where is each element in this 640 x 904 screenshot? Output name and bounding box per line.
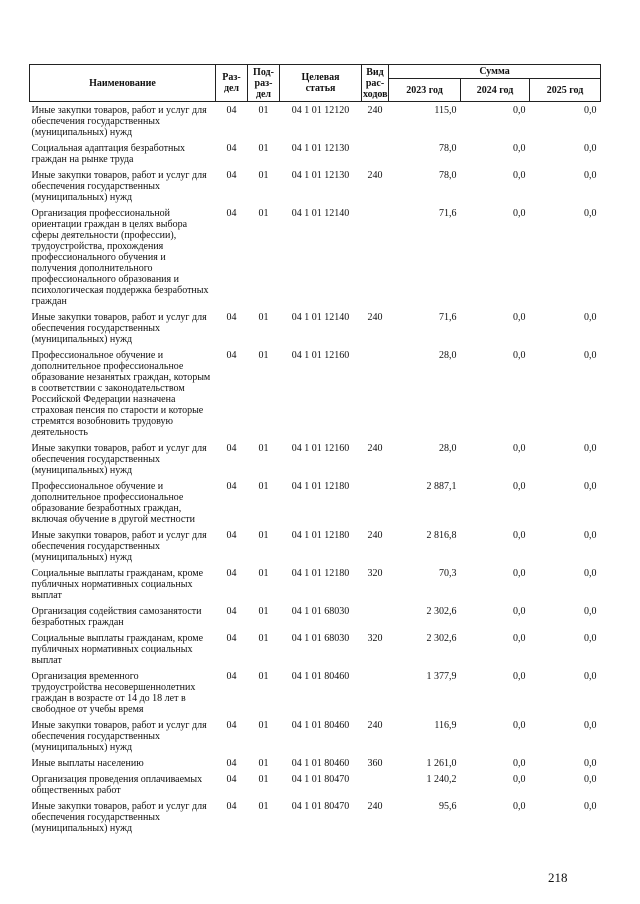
table-row	[30, 440, 601, 478]
budget-table	[29, 64, 601, 836]
cell-2024: 0,0	[513, 350, 526, 361]
cell-2025: 0,0	[584, 105, 597, 116]
header-razdel: Раз- дел	[216, 65, 248, 102]
cell-vid: 320	[367, 633, 383, 644]
table-row	[30, 630, 601, 668]
cell-vid: 240	[367, 312, 383, 323]
table-row	[30, 717, 601, 755]
cell-2024: 0,0	[513, 143, 526, 154]
cell-razdel: 04	[226, 720, 237, 731]
table-row	[30, 102, 601, 141]
cell-target: 04 1 01 12120	[291, 105, 350, 116]
cell-2024: 0,0	[513, 671, 526, 682]
cell-razdel: 04	[226, 568, 237, 579]
cell-target: 04 1 01 80460	[291, 758, 350, 769]
cell-vid: 240	[367, 801, 383, 812]
cell-target: 04 1 01 80470	[291, 801, 350, 812]
cell-2024: 0,0	[513, 801, 526, 812]
cell-2024: 0,0	[513, 568, 526, 579]
cell-2023: 1 240,2	[426, 774, 457, 785]
cell-2023: 1 261,0	[426, 758, 457, 769]
cell-target: 04 1 01 12160	[291, 350, 350, 361]
cell-2025: 0,0	[584, 633, 597, 644]
cell-target: 04 1 01 12180	[291, 530, 350, 541]
cell-2023: 1 377,9	[426, 671, 457, 682]
table-row	[30, 347, 601, 440]
cell-name: Профессиональное обучение и дополнительное профессиональное образование безработных граждан, включая обучение в другой местности	[31, 481, 196, 525]
cell-razdel: 04	[226, 143, 237, 154]
header-2024: 2024 год	[461, 79, 530, 102]
cell-2024: 0,0	[513, 530, 526, 541]
cell-name: Иные закупки товаров, работ и услуг для обеспечения государственных (муниципальных) нужд	[31, 443, 207, 476]
cell-2024: 0,0	[513, 481, 526, 492]
cell-2024: 0,0	[513, 633, 526, 644]
cell-vid: 240	[367, 530, 383, 541]
table-row	[30, 755, 601, 771]
cell-target: 04 1 01 80460	[291, 671, 350, 682]
cell-2023: 71,6	[439, 312, 457, 323]
cell-name: Организация содействия самозанятости безработных граждан	[31, 606, 202, 628]
cell-podrazdel: 01	[258, 208, 269, 219]
cell-razdel: 04	[226, 606, 237, 617]
cell-target: 04 1 01 12140	[291, 208, 350, 219]
cell-2024: 0,0	[513, 606, 526, 617]
cell-2024: 0,0	[513, 170, 526, 181]
cell-target: 04 1 01 68030	[291, 606, 350, 617]
cell-razdel: 04	[226, 312, 237, 323]
table-header	[30, 65, 601, 102]
cell-2023: 70,3	[439, 568, 457, 579]
cell-podrazdel: 01	[258, 801, 269, 812]
cell-podrazdel: 01	[258, 481, 269, 492]
cell-name: Иные выплаты населению	[31, 758, 144, 769]
cell-name: Организация проведения оплачиваемых общественных работ	[31, 774, 203, 796]
table-row	[30, 140, 601, 167]
cell-vid: 240	[367, 170, 383, 181]
cell-name: Социальные выплаты гражданам, кроме публичных нормативных социальных выплат	[31, 633, 204, 666]
cell-target: 04 1 01 12140	[291, 312, 350, 323]
cell-name: Организация профессиональной ориентации граждан в целях выбора сферы деятельности (профессии), трудоустройства, прохождения профессионального обучения и получения дополнительного профессионального образования и психологическая поддержка безработных граждан	[31, 208, 209, 307]
cell-podrazdel: 01	[258, 170, 269, 181]
cell-2023: 28,0	[439, 350, 457, 361]
cell-podrazdel: 01	[258, 443, 269, 454]
cell-razdel: 04	[226, 671, 237, 682]
cell-vid	[362, 347, 389, 440]
table-row	[30, 167, 601, 205]
cell-2025: 0,0	[584, 443, 597, 454]
cell-podrazdel: 01	[258, 633, 269, 644]
cell-target: 04 1 01 68030	[291, 633, 350, 644]
cell-podrazdel: 01	[258, 143, 269, 154]
cell-razdel: 04	[226, 633, 237, 644]
cell-razdel: 04	[226, 105, 237, 116]
cell-2025: 0,0	[584, 143, 597, 154]
page-number: 218	[548, 870, 568, 885]
cell-razdel: 04	[226, 443, 237, 454]
cell-target: 04 1 01 12130	[291, 170, 350, 181]
cell-vid: 360	[367, 758, 383, 769]
cell-2023: 2 302,6	[426, 633, 457, 644]
cell-name: Иные закупки товаров, работ и услуг для обеспечения государственных (муниципальных) нужд	[31, 801, 207, 834]
cell-2024: 0,0	[513, 774, 526, 785]
cell-2025: 0,0	[584, 350, 597, 361]
cell-vid	[362, 140, 389, 167]
cell-2025: 0,0	[584, 801, 597, 812]
cell-name: Социальные выплаты гражданам, кроме публичных нормативных социальных выплат	[31, 568, 204, 601]
cell-vid	[362, 668, 389, 717]
table-row	[30, 603, 601, 630]
cell-2023: 78,0	[439, 170, 457, 181]
cell-name: Организация временного трудоустройства несовершеннолетних граждан в возрасте от 14 до 18 лет в свободное от учебы время	[31, 671, 196, 715]
cell-2025: 0,0	[584, 312, 597, 323]
cell-podrazdel: 01	[258, 350, 269, 361]
cell-2025: 0,0	[584, 606, 597, 617]
cell-2024: 0,0	[513, 720, 526, 731]
cell-podrazdel: 01	[258, 774, 269, 785]
cell-vid	[362, 771, 389, 798]
cell-2023: 115,0	[434, 105, 457, 116]
cell-name: Иные закупки товаров, работ и услуг для обеспечения государственных (муниципальных) нужд	[31, 720, 207, 753]
cell-name: Иные закупки товаров, работ и услуг для обеспечения государственных (муниципальных) нужд	[31, 530, 207, 563]
cell-2025: 0,0	[584, 671, 597, 682]
cell-vid: 240	[367, 720, 383, 731]
table-row	[30, 565, 601, 603]
cell-2025: 0,0	[584, 481, 597, 492]
cell-podrazdel: 01	[258, 105, 269, 116]
cell-2024: 0,0	[513, 758, 526, 769]
cell-vid	[362, 478, 389, 527]
header-sum: Сумма	[389, 65, 601, 79]
header-target: Целевая статья	[280, 65, 362, 102]
header-podrazdel: Под- раз- дел	[248, 65, 280, 102]
cell-name: Профессиональное обучение и дополнительное профессиональное образование незанятых граждан, которым в соответствии с законодательством Российской Федерации назначена страховая пенсия по старости и которые стремятся возобновить трудовую деятельность	[31, 350, 211, 438]
cell-razdel: 04	[226, 774, 237, 785]
cell-razdel: 04	[226, 530, 237, 541]
cell-podrazdel: 01	[258, 671, 269, 682]
cell-2025: 0,0	[584, 208, 597, 219]
cell-2024: 0,0	[513, 105, 526, 116]
header-name: Наименование	[30, 65, 216, 102]
cell-vid: 240	[367, 105, 383, 116]
cell-podrazdel: 01	[258, 312, 269, 323]
header-2023: 2023 год	[389, 79, 461, 102]
table-row	[30, 527, 601, 565]
table-row	[30, 668, 601, 717]
table-row	[30, 309, 601, 347]
cell-2025: 0,0	[584, 774, 597, 785]
cell-target: 04 1 01 12130	[291, 143, 350, 154]
cell-vid	[362, 603, 389, 630]
cell-2023: 2 302,6	[426, 606, 457, 617]
cell-podrazdel: 01	[258, 568, 269, 579]
table-body	[30, 102, 601, 837]
cell-2023: 2 887,1	[426, 481, 457, 492]
cell-podrazdel: 01	[258, 720, 269, 731]
table-row	[30, 771, 601, 798]
cell-podrazdel: 01	[258, 758, 269, 769]
cell-razdel: 04	[226, 208, 237, 219]
cell-razdel: 04	[226, 170, 237, 181]
cell-2023: 28,0	[439, 443, 457, 454]
header-2025: 2025 год	[530, 79, 601, 102]
cell-name: Иные закупки товаров, работ и услуг для обеспечения государственных (муниципальных) нужд	[31, 105, 207, 138]
cell-razdel: 04	[226, 758, 237, 769]
cell-target: 04 1 01 12160	[291, 443, 350, 454]
cell-podrazdel: 01	[258, 606, 269, 617]
table-row	[30, 798, 601, 836]
cell-target: 04 1 01 12180	[291, 481, 350, 492]
cell-razdel: 04	[226, 801, 237, 812]
table-row	[30, 478, 601, 527]
cell-target: 04 1 01 12180	[291, 568, 350, 579]
cell-name: Иные закупки товаров, работ и услуг для обеспечения государственных (муниципальных) нужд	[31, 312, 207, 345]
cell-2025: 0,0	[584, 170, 597, 181]
cell-razdel: 04	[226, 350, 237, 361]
cell-2024: 0,0	[513, 312, 526, 323]
table-row	[30, 205, 601, 309]
cell-2023: 95,6	[439, 801, 457, 812]
cell-target: 04 1 01 80460	[291, 720, 350, 731]
cell-2023: 71,6	[439, 208, 457, 219]
cell-2024: 0,0	[513, 443, 526, 454]
cell-2023: 78,0	[439, 143, 457, 154]
cell-2025: 0,0	[584, 568, 597, 579]
cell-2023: 116,9	[434, 720, 457, 731]
cell-vid: 320	[367, 568, 383, 579]
cell-2025: 0,0	[584, 530, 597, 541]
cell-vid	[362, 205, 389, 309]
cell-2025: 0,0	[584, 720, 597, 731]
cell-2025: 0,0	[584, 758, 597, 769]
cell-vid: 240	[367, 443, 383, 454]
budget-table-sheet	[29, 64, 600, 836]
cell-razdel: 04	[226, 481, 237, 492]
cell-podrazdel: 01	[258, 530, 269, 541]
header-vid: Вид рас- ходов	[363, 66, 388, 100]
cell-2024: 0,0	[513, 208, 526, 219]
cell-2023: 2 816,8	[426, 530, 457, 541]
cell-name: Иные закупки товаров, работ и услуг для обеспечения государственных (муниципальных) нужд	[31, 170, 207, 203]
cell-name: Социальная адаптация безработных граждан на рынке труда	[31, 143, 186, 165]
cell-target: 04 1 01 80470	[291, 774, 350, 785]
